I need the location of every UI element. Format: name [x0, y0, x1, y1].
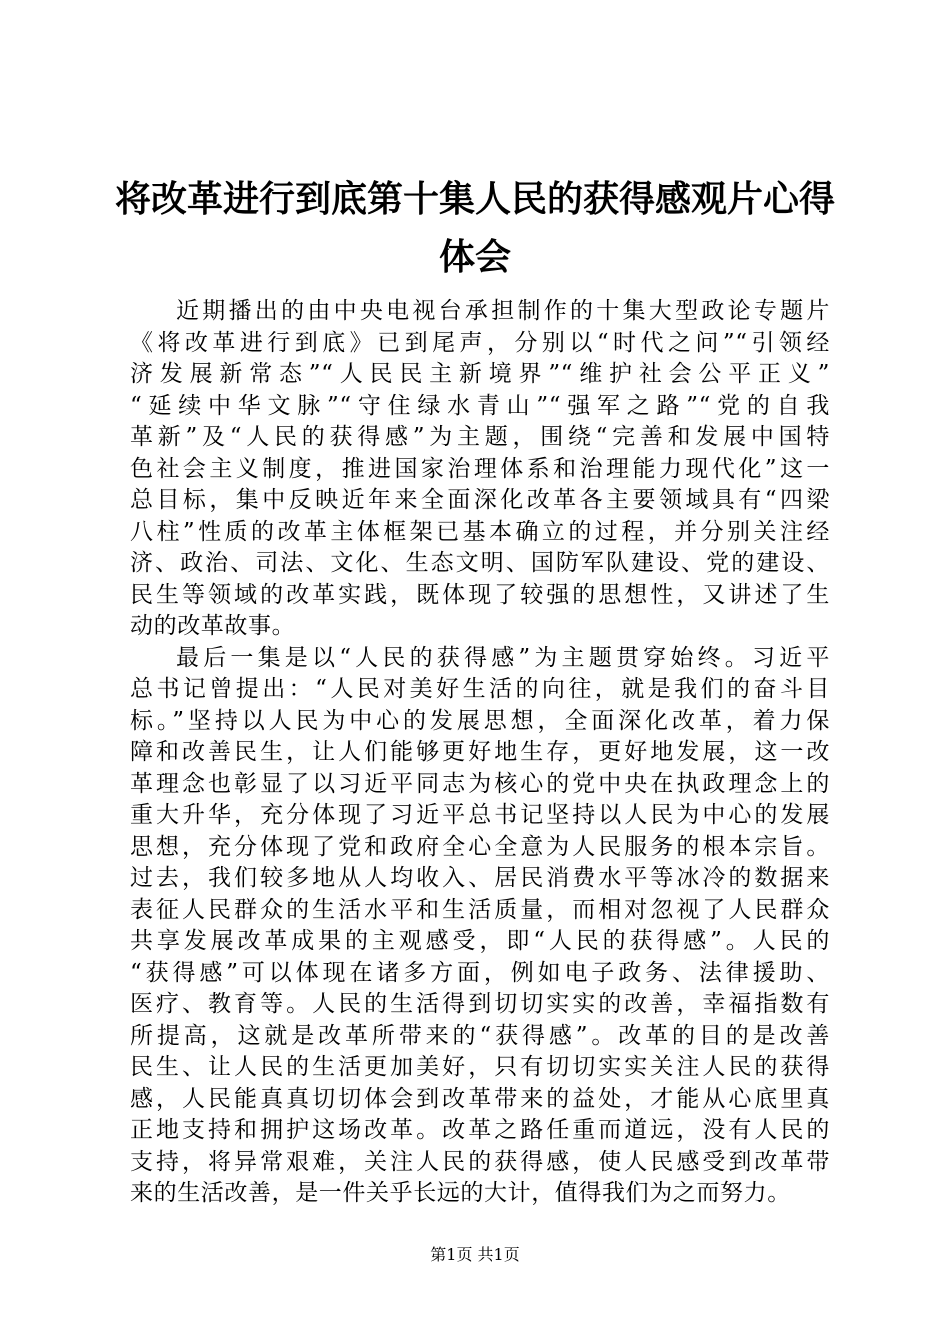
- text-line: 色社会主义制度，推进国家治理体系和治理能力现代化”这一: [130, 455, 830, 482]
- title-line-2: 体会: [438, 236, 511, 278]
- text-line: 济、政治、司法、文化、生态文明、国防军队建设、党的建设、: [130, 550, 830, 576]
- text-line: 近期播出的由中央电视台承担制作的十集大型政论专题片: [176, 298, 830, 324]
- text-line: 重大升华，充分体现了习近平总书记坚持以人民为中心的发展: [130, 802, 830, 828]
- text-line: 所提高，这就是改革所带来的“获得感”。改革的目的是改善: [130, 1022, 830, 1049]
- paragraph-1: [130, 296, 830, 643]
- text-line: 支持，将异常艰难，关注人民的获得感，使人民感受到改革带: [130, 1148, 830, 1175]
- paragraph-2: [130, 643, 830, 1210]
- text-line: 革理念也彰显了以习近平同志为核心的党中央在执政理念上的: [130, 770, 830, 797]
- text-line: 思想，充分体现了党和政府全心全意为人民服务的根本宗旨。: [130, 833, 830, 860]
- page-footer: 第1页 共1页: [430, 1245, 520, 1264]
- text-line: 障和改善民生，让人们能够更好地生存，更好地发展，这一改: [130, 739, 830, 765]
- document-title: [100, 170, 850, 286]
- text-line: 《将改革进行到底》已到尾声，分别以“时代之问”“引领经: [130, 329, 830, 356]
- text-line: 医疗、教育等。人民的生活得到切切实实的改善，幸福指数有: [130, 991, 830, 1017]
- text-line: 八柱”性质的改革主体框架已基本确立的过程，并分别关注经: [130, 518, 830, 545]
- title-line-1: 将改革进行到底第十集人民的获得感观片心得: [114, 178, 835, 220]
- text-line: 总书记曾提出：“人民对美好生活的向往，就是我们的奋斗目: [130, 676, 830, 702]
- text-line: 正地支持和拥护这场改革。改革之路任重而道远，没有人民的: [130, 1117, 830, 1143]
- text-line: 来的生活改善，是一件关乎长远的大计，值得我们为之而努力。: [130, 1180, 791, 1206]
- text-line: “获得感”可以体现在诸多方面，例如电子政务、法律援助、: [130, 959, 830, 986]
- text-line: 共享发展改革成果的主观感受，即“人民的获得感”。人民的: [130, 928, 830, 954]
- text-line: 标。”坚持以人民为中心的发展思想，全面深化改革，着力保: [130, 707, 830, 734]
- text-line: 革新”及“人民的获得感”为主题，围绕“完善和发展中国特: [130, 424, 830, 450]
- text-line: 最后一集是以“人民的获得感”为主题贯穿始终。习近平: [176, 644, 830, 671]
- text-line: 过去，我们较多地从人均收入、居民消费水平等冰冷的数据来: [130, 865, 830, 891]
- text-line: 表征人民群众的生活水平和生活质量，而相对忽视了人民群众: [130, 896, 830, 923]
- text-line: 动的改革故事。: [130, 613, 296, 639]
- document-body: [130, 296, 830, 1210]
- text-line: “延续中华文脉”“守住绿水青山”“强军之路”“党的自我: [130, 392, 830, 419]
- text-line: 民生、让人民的生活更加美好，只有切切实实关注人民的获得: [130, 1054, 830, 1080]
- text-line: 总目标，集中反映近年来全面深化改革各主要领域具有“四梁: [130, 487, 830, 513]
- text-line: 民生等领域的改革实践，既体现了较强的思想性，又讲述了生: [130, 581, 830, 608]
- text-line: 济发展新常态”“人民民主新境界”“维护社会公平正义”: [130, 361, 830, 387]
- text-line: 感，人民能真真切切体会到改革带来的益处，才能从心底里真: [130, 1085, 830, 1112]
